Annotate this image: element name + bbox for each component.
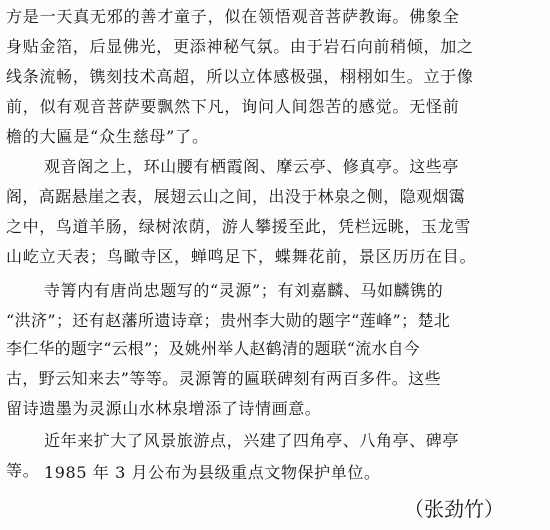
text-line: 等。 (6, 461, 40, 480)
text-line: 檐的大匾是“众生慈母”了。 (6, 127, 209, 146)
text-line: 古，野云知来去”等等。灵源箐的匾联碑刻有两百多件。这些 (6, 369, 441, 388)
text-line: 山屹立天表；鸟瞰寺区，蝉鸣足下，蝶舞花前，景区历历在目。 (6, 247, 477, 266)
text-line: 阁，高踞悬崖之表，展翅云山之间，出没于林泉之侧，隐观烟霭 (6, 187, 466, 206)
text-line: 身贴金箔，后显佛光，更添神秘气氛。由于岩石向前稍倾，加之 (6, 37, 474, 56)
text-line: 前，似有观音菩萨要飘然下凡，询问人间怨苦的感觉。无怪前 (6, 97, 460, 116)
text-line: 之中，鸟道羊肠，绿树浓荫，游人攀援至此，凭栏远眺，玉龙雪 (6, 217, 471, 236)
author-credit: （张劲竹） (404, 497, 504, 521)
text-line: 线条流畅，镌刻技术高超，所以立体感极强，栩栩如生。立于像 (6, 67, 474, 86)
text-line: 近年来扩大了风景旅游点，兴建了四角亭、八角亭、碑亭 (44, 431, 460, 450)
text-line: 方是一天真无邪的善才童子，似在领悟观音菩萨教诲。佛象全 (6, 7, 460, 26)
text-line: 留诗遗墨为灵源山水林泉增添了诗情画意。 (6, 399, 322, 418)
text-line: 寺箐内有唐尚忠题写的“灵源”；有刘嘉麟、马如麟镌的 (44, 281, 444, 300)
text-line: “洪济”；还有赵藩所遗诗章；贵州李大勋的题字“莲峰”；楚北 (6, 311, 451, 330)
text-line: 1985 年 3 月公布为县级重点文物保护单位。 (44, 463, 381, 482)
text-line: 李仁华的题字“云根”；及姚州举人赵鹤清的题联“流水自今 (6, 339, 420, 358)
text-line: 观音阁之上，环山腰有栖霞阁、摩云亭、修真亭。这些亭 (44, 157, 460, 176)
